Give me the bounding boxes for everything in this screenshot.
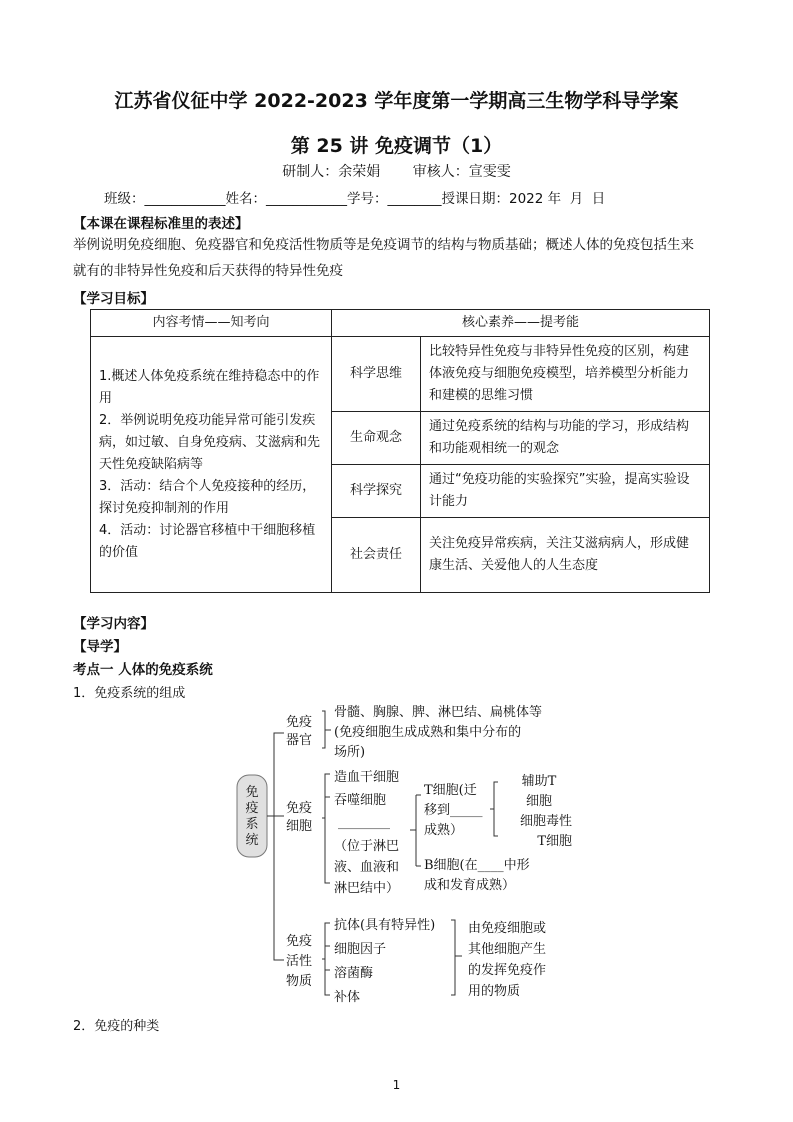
t-cell: [424, 781, 483, 841]
helper-t-line: 辅助T: [521, 774, 557, 789]
literacy-category: 科学探究: [332, 465, 421, 518]
organ-detail: [334, 703, 542, 763]
diagram-root: 免疫系统: [245, 785, 259, 848]
substance-antibody: 抗体(具有特异性): [334, 918, 436, 933]
helper-t-line: 细胞: [525, 794, 552, 809]
cytotoxic-t-cell: [500, 812, 572, 852]
substance-lysozyme: 溶菌酶: [334, 966, 374, 981]
content-heading: 【学习内容】: [73, 616, 154, 632]
t-cell-line: T细胞(迁: [424, 783, 477, 798]
point-heading: 考点一 人体的免疫系统: [73, 662, 213, 678]
cell-phagocyte: 吞噬细胞: [334, 793, 387, 808]
substance-description: [468, 918, 546, 1002]
literacy-category: 社会责任: [332, 518, 421, 593]
t-cell-line: 成熟）: [424, 823, 464, 838]
cell-blank: ________: [338, 815, 390, 830]
organ-detail-line: 骨髓、胸腺、脾、淋巴结、扁桃体等: [334, 705, 543, 720]
content-item: 2．举例说明免疫功能异常可能引发疾病，如过敏、自身免疫病、艾滋病和先天性免疫缺陷病等: [99, 412, 321, 472]
substance-desc-line: 用的物质: [468, 984, 521, 999]
cell-hsc: 造血干细胞: [334, 770, 400, 785]
content-item: 1.概述人体免疫系统在维持稳态中的作用: [99, 368, 320, 406]
literacy-description: 通过“免疫功能的实验探究”实验，提高实验设计能力: [421, 465, 710, 518]
guide-heading: 【导学】: [73, 639, 127, 655]
item-immune-composition: 1．免疫系统的组成: [73, 686, 186, 701]
cytotoxic-t-line: T细胞: [537, 834, 572, 849]
author-label: 研制人：余荣娟: [282, 164, 381, 180]
student-info-line: 班级：____________姓名：____________学号：________授课日期：2022 年 月 日: [104, 191, 606, 207]
substance-cytokine: 细胞因子: [334, 942, 387, 957]
literacy-description: 比较特异性免疫与非特异性免疫的区别，构建体液免疫与细胞免疫模型，培养模型分析能力和建模的思维习惯: [421, 337, 710, 412]
lecture-title: 第 25 讲 免疫调节（1）: [290, 135, 503, 157]
goals-col2-header: 核心素养——提考能: [332, 310, 710, 337]
substance-desc-line: 其他细胞产生: [468, 942, 547, 957]
b-cell-line: 成和发育成熟）: [424, 878, 516, 893]
literacy-description: 关注免疫异常疾病，关注艾滋病病人，形成健康生活、关爱他人的人生态度: [421, 518, 710, 593]
cell-label: [286, 800, 312, 836]
substance-desc-line: 的发挥免疫作: [468, 963, 547, 978]
substance-label-line: 免疫: [286, 934, 313, 949]
cell-location: [334, 836, 399, 899]
item-immune-types: 2．免疫的种类: [73, 1019, 160, 1034]
literacy-description: 通过免疫系统的结构与功能的学习，形成结构和功能观相统一的观念: [421, 412, 710, 465]
content-item: 4．活动：讨论器官移植中干细胞移植的价值: [99, 522, 316, 560]
cell-label-line: 细胞: [286, 819, 313, 834]
standard-line-2: 就有的非特异性免疫和后天获得的特异性免疫: [73, 263, 343, 279]
organ-detail-line: (免疫细胞生成成熟和集中分布的: [334, 725, 522, 740]
b-cell: [424, 856, 530, 896]
substance-complement: 补体: [334, 990, 361, 1005]
substance-label-line: 物质: [286, 974, 313, 989]
cell-label-line: 免疫: [286, 801, 313, 816]
organ-label-line: 免疫: [286, 715, 313, 730]
reviewer-label: 审核人：宣雯雯: [412, 164, 511, 180]
helper-t-cell: [506, 772, 572, 812]
goals-heading: 【学习目标】: [73, 291, 154, 307]
organ-label-line: 器官: [286, 733, 313, 748]
substance-label: [286, 932, 312, 992]
cell-location-line: （位于淋巴: [334, 839, 400, 854]
organ-detail-line: 场所): [334, 745, 366, 760]
standard-line-1: 举例说明免疫细胞、免疫器官和免疫活性物质等是免疫调节的结构与物质基础；概述人体的免疫包括生来: [73, 237, 694, 253]
organ-label: [286, 714, 312, 750]
page-number: 1: [392, 1078, 401, 1092]
literacy-category: 生命观念: [332, 412, 421, 465]
cell-location-line: 淋巴结中）: [334, 881, 400, 896]
t-cell-line: 移到_____: [424, 803, 483, 818]
literacy-category: 科学思维: [332, 337, 421, 412]
substance-label-line: 活性: [286, 954, 313, 969]
standard-heading: 【本课在课程标准里的表述】: [73, 216, 249, 232]
page-title: 江苏省仪征中学 2022-2023 学年度第一学期高三生物学科导学案: [114, 90, 679, 112]
content-item: 3．活动：结合个人免疫接种的经历，探讨免疫抑制剂的作用: [99, 478, 316, 516]
goals-col1-header: 内容考情——知考向: [91, 310, 332, 337]
cytotoxic-t-line: 细胞毒性: [519, 814, 572, 829]
cell-location-line: 液、血液和: [334, 860, 400, 875]
substance-desc-line: 由免疫细胞或: [468, 921, 547, 936]
b-cell-line: B细胞(在____中形: [424, 858, 530, 873]
